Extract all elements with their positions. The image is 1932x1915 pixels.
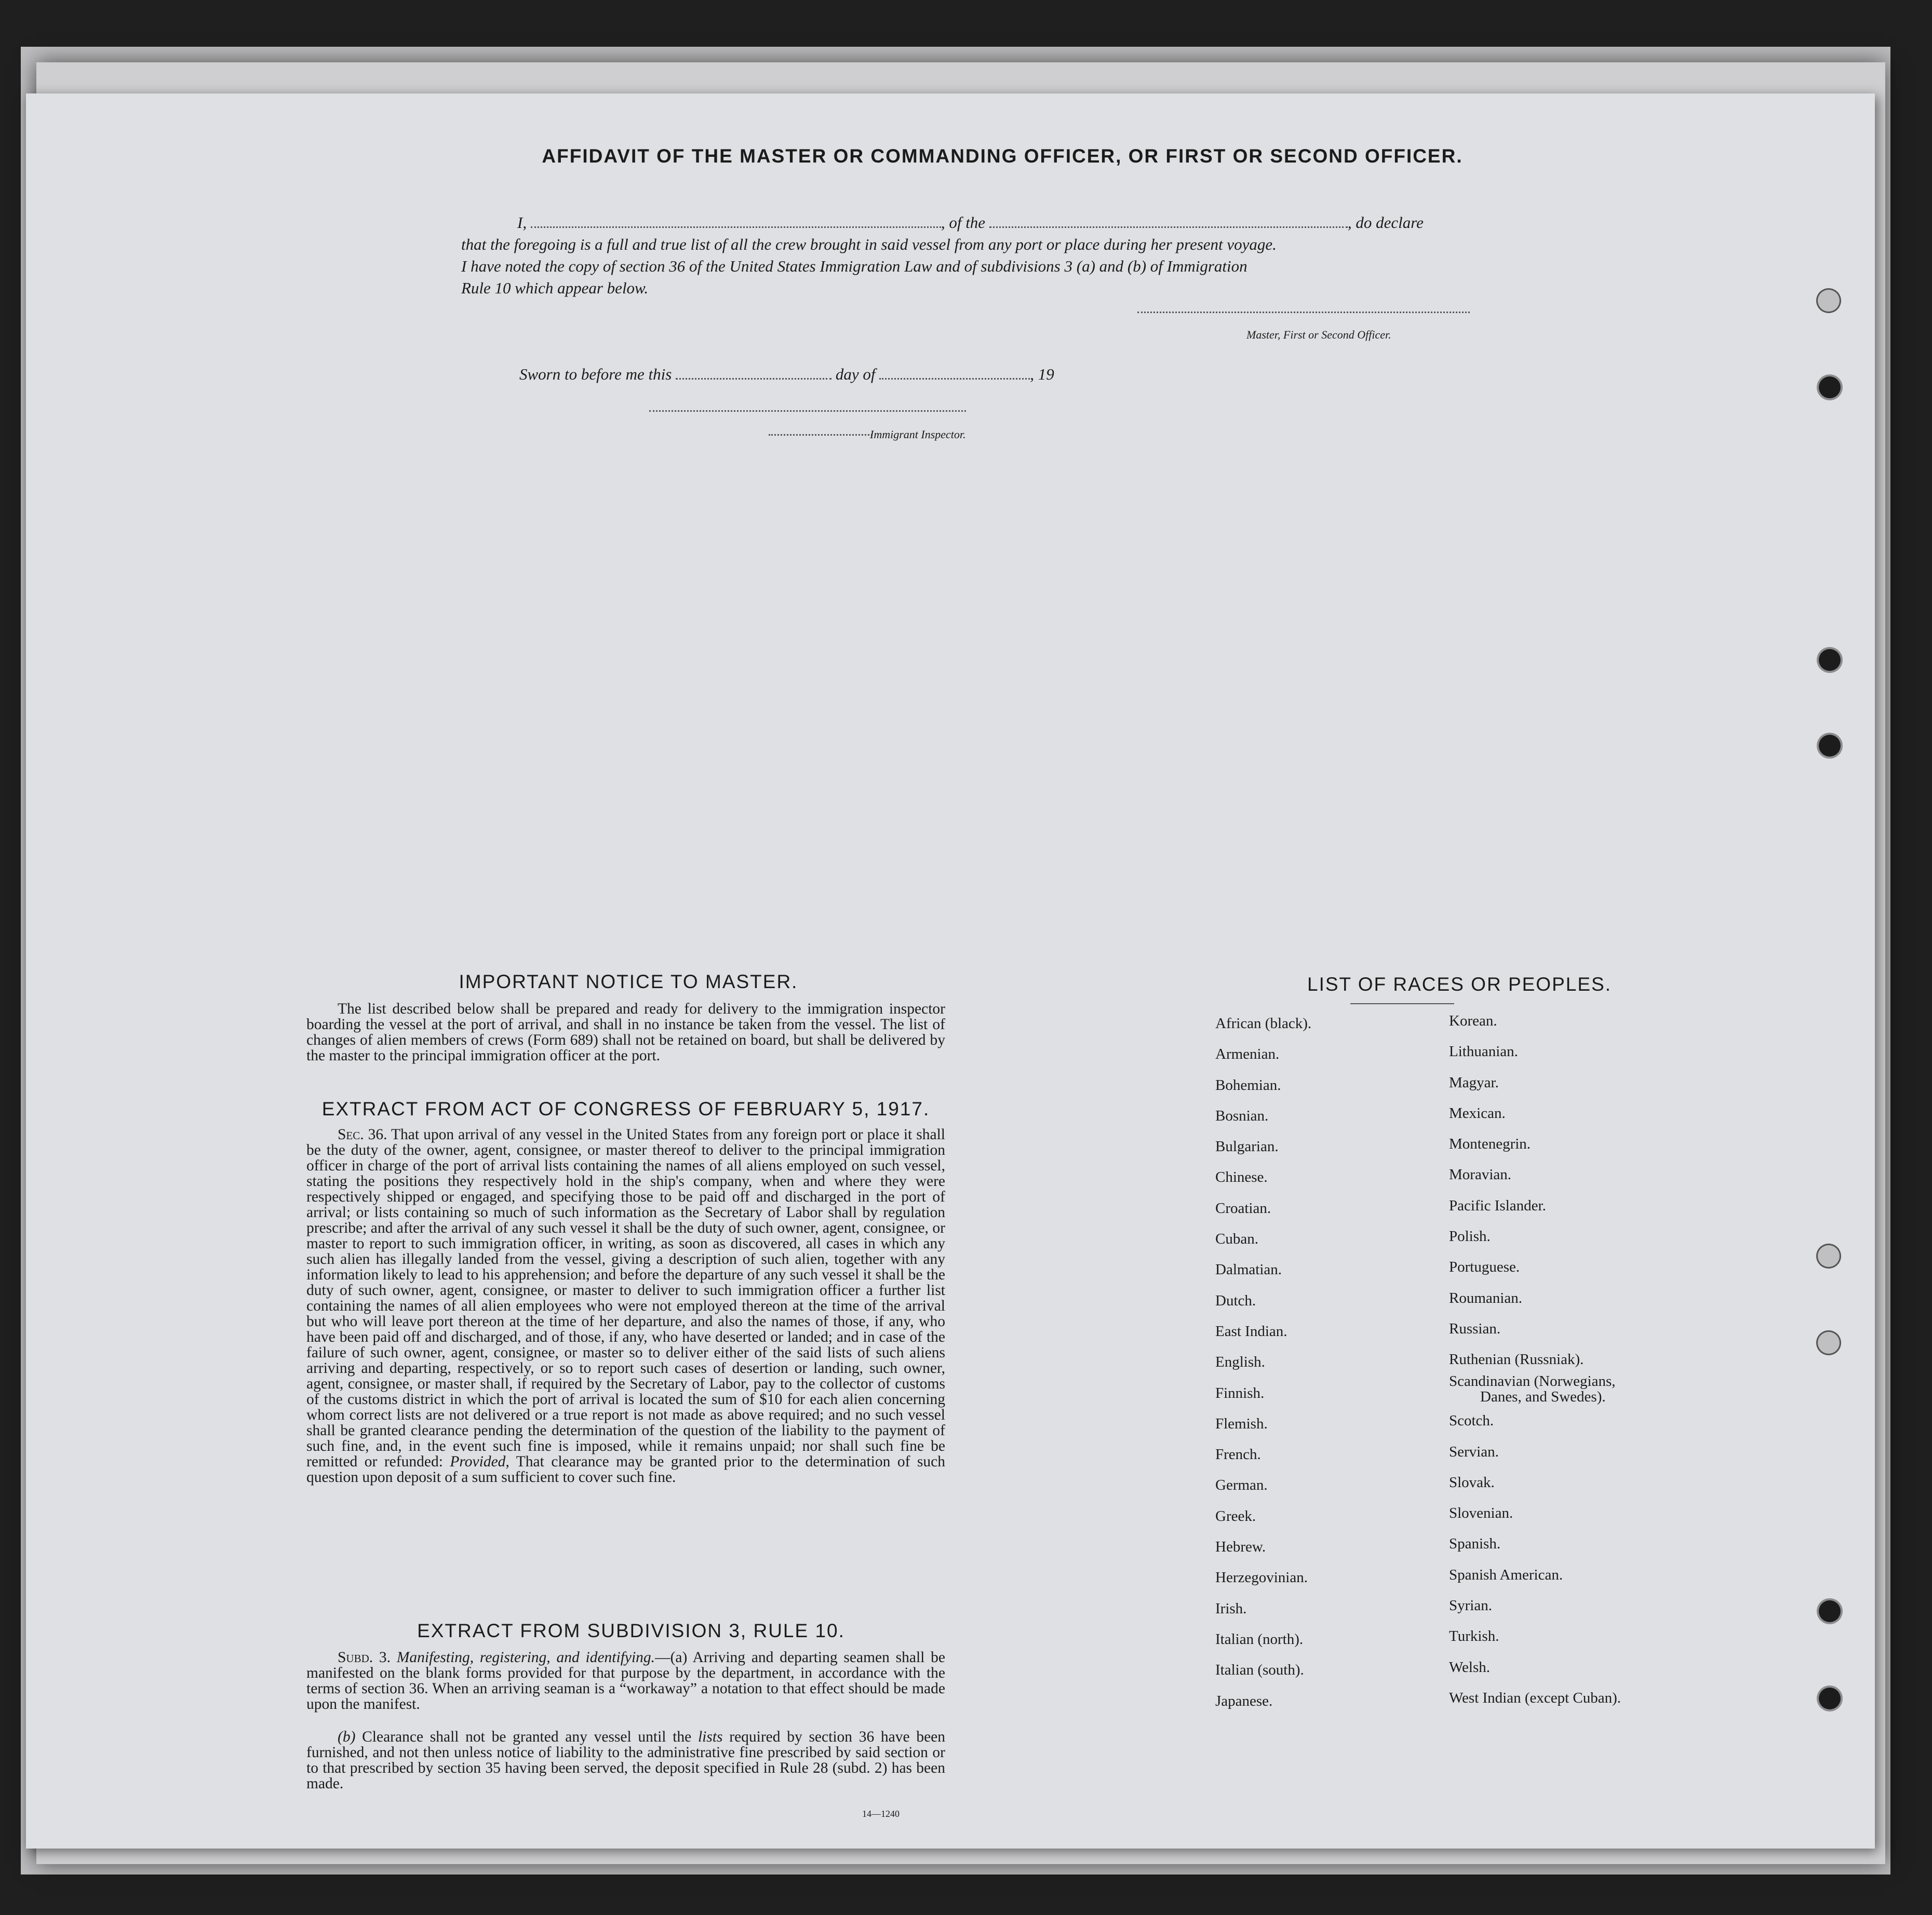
para-b-1: Clearance shall not be granted any vessel until the (362, 1729, 692, 1745)
punch-hole (1819, 735, 1841, 757)
race-item: Russian. (1449, 1320, 1501, 1337)
subd-heading: Manifesting, registering, and identifying. (396, 1649, 655, 1666)
race-item: Montenegrin. (1449, 1136, 1531, 1153)
notice-text: The list described below shall be prepared and ready for delivery to the immigration inspector boarding the vessel at the port of arrival, and shall in no instance be taken from the vessel. The list of changes of alien members of crews (Form 689) shall not be retained on board, but shall be delivered by the master to the principal immigration officer at the port. (306, 1001, 945, 1064)
sec-label: Sec. 36. (338, 1126, 387, 1143)
affidavit-declare: , do declare (1347, 213, 1424, 232)
race-item: African (black). (1215, 1015, 1312, 1032)
race-item: Cuban. (1215, 1231, 1258, 1248)
race-item: Japanese. (1215, 1692, 1273, 1709)
race-item: German. (1215, 1477, 1268, 1494)
master-signature-label: Master, First or Second Officer. (1246, 328, 1391, 341)
para-b-lists: lists (697, 1729, 723, 1745)
notice-title: IMPORTANT NOTICE TO MASTER. (459, 971, 798, 992)
race-item: Herzegovinian. (1215, 1569, 1308, 1586)
race-item: Servian. (1449, 1443, 1499, 1460)
races-right-column (1449, 1013, 1621, 1720)
race-item: East Indian. (1215, 1323, 1287, 1340)
race-item: Bosnian. (1215, 1107, 1269, 1124)
race-item: Italian (south). (1215, 1662, 1304, 1679)
punch-hole (1819, 376, 1841, 398)
vessel-field[interactable] (989, 226, 1348, 228)
subd-text-a: —(a) Arriving and departing seamen shall be manifested on the blank forms provided for that purpose by the department, in accordance with the terms of section 36. When an arriving seaman is a “workaway” a notation to that effect should be made upon the manifest. (306, 1649, 946, 1712)
race-item: Dutch. (1215, 1292, 1256, 1309)
para-b-label: (b) (338, 1729, 356, 1745)
race-item: Polish. (1449, 1228, 1491, 1245)
sworn-label: Sworn to before me this (519, 365, 672, 383)
race-item: Portuguese. (1449, 1259, 1520, 1276)
provided-word: Provided, (450, 1453, 509, 1470)
race-item: West Indian (except Cuban). (1449, 1689, 1621, 1706)
race-item: Korean. (1449, 1013, 1497, 1029)
affidavit-line-1 (517, 212, 1424, 234)
punch-hole (1818, 1245, 1840, 1267)
race-item: Slovak. (1449, 1474, 1495, 1491)
race-item: Spanish American. (1449, 1566, 1563, 1583)
race-item: Chinese. (1215, 1169, 1268, 1186)
affidavit-line-2: that the foregoing is a full and true list of all the crew brought in said vessel from any port or place during her present voyage. (461, 235, 1277, 253)
race-item: Lithuanian. (1449, 1043, 1518, 1060)
race-item: Welsh. (1449, 1658, 1491, 1676)
race-item: Turkish. (1449, 1628, 1499, 1645)
race-item: Dalmatian. (1215, 1261, 1282, 1278)
name-field[interactable] (531, 226, 941, 228)
race-item: Mexican. (1449, 1104, 1506, 1122)
sworn-line (519, 363, 1054, 385)
inspector-label: Immigrant Inspector. (870, 428, 966, 441)
race-item: Greek. (1215, 1507, 1256, 1525)
race-item: Spanish. (1449, 1535, 1501, 1553)
races-rule (1350, 1003, 1454, 1004)
race-item: Moravian. (1449, 1166, 1511, 1183)
inspector-signature-line-2 (769, 434, 873, 436)
race-item: Croatian. (1215, 1199, 1271, 1217)
race-item: Syrian. (1449, 1597, 1492, 1614)
race-item: Pacific Islander. (1449, 1197, 1546, 1214)
punch-hole (1818, 1332, 1840, 1354)
document-page (26, 93, 1875, 1849)
act-text (306, 1127, 945, 1485)
master-signature-line[interactable] (1137, 312, 1470, 313)
inspector-signature-line[interactable] (649, 410, 966, 412)
punch-hole (1819, 649, 1841, 671)
subdivision-title: EXTRACT FROM SUBDIVISION 3, RULE 10. (417, 1620, 845, 1641)
race-item: Bohemian. (1215, 1076, 1281, 1094)
race-item: French. (1215, 1446, 1261, 1463)
act-body: That upon arrival of any vessel in the United States from any foreign port or place it shall be the duty of the owner, agent, consignee, or master thereof to deliver to the principal immigration officer in charge of the port of arrival lists containing the names of all aliens employed on such vessel, stating the positions they respectively hold in the ship's company, when and where they were respectively shipped or engaged, and specifying those to be paid off and discharged in the port of arrival; or lists containing so much of such information as the Secretary of Labor shall by regulation prescribe; and after the arrival of any such vessel it shall be the duty of such owner, agent, consignee, or master to report to such immigration officer, in writing, as soon as discovered, all cases in which any such alien has illegally landed from the vessel, giving a description of such alien, together with any information likely to lead to his apprehension; and before the departure of any such vessel it shall be the duty of such owner, agent, consignee, or master to deliver to such immigration officer a further list containing the names of all alien employees who were not employed thereon at the time of the arrival but who will leave port thereon at the time of her departure, and also the names of those, if any, who have been paid off and discharged, and of those, if any, who have deserted or landed; and in case of the failure of such owner, agent, consignee, or master so to deliver either of the said lists of such aliens arriving and departing, respectively, or so to report such cases of desertion or landing, such owner, agent, consignee, or master shall, if required by the Secretary of Labor, pay to the collector of customs of the customs district in which the port of arrival is located the sum of $10 for each alien concerning whom correct lists are not delivered or a true report is not made as above required; and no such vessel shall be granted clearance pending the determination of the question of the liability to the payment of such fine, and, in the event such fine is imposed, while it remains unpaid; nor shall such fine be remitted or refunded: (306, 1126, 945, 1470)
form-code: 14—1240 (862, 1809, 900, 1819)
race-item: Danes, and Swedes). (1480, 1388, 1606, 1406)
subdivision-para-a (306, 1650, 945, 1712)
race-item: Roumanian. (1449, 1289, 1522, 1306)
race-item: Bulgarian. (1215, 1138, 1279, 1155)
race-item: Armenian. (1215, 1046, 1280, 1063)
day-of-label: day of (835, 365, 876, 383)
race-item: Irish. (1215, 1600, 1247, 1617)
affidavit-line-3: I have noted the copy of section 36 of the United States Immigration Law and of subdivisions 3 (a) and (b) of Immigration (461, 257, 1247, 275)
punch-hole (1819, 1600, 1841, 1622)
race-item: Ruthenian (Russniak). (1449, 1351, 1584, 1368)
race-item: English. (1215, 1354, 1265, 1371)
race-item: Scandinavian (Norwegians, (1449, 1373, 1616, 1390)
subdivision-para-b (306, 1729, 945, 1791)
races-title: LIST OF RACES OR PEOPLES. (1307, 974, 1612, 995)
race-item: Magyar. (1449, 1074, 1499, 1091)
affidavit-title: AFFIDAVIT OF THE MASTER OR COMMANDING OFFICER, OR FIRST OR SECOND OFFICER. (542, 145, 1463, 167)
affidavit-of-the: , of the (941, 213, 986, 232)
race-item: Slovenian. (1449, 1505, 1513, 1522)
race-item: Italian (north). (1215, 1630, 1304, 1648)
sworn-day-field[interactable] (676, 378, 831, 380)
punch-hole (1818, 290, 1840, 312)
para-b-2: required by section 36 have been furnished, and not then unless notice of liability to the administrative fine prescribed by said section or to that prescribed by section 35 having been served, the deposit specified in Rule 28 (subd. 2) has been made. (306, 1729, 946, 1792)
affidavit-i: I, (517, 213, 527, 232)
sworn-month-field[interactable] (879, 378, 1030, 380)
race-item: Hebrew. (1215, 1539, 1266, 1556)
subd-label: Subd. 3. (338, 1649, 391, 1666)
race-item: Flemish. (1215, 1415, 1268, 1432)
affidavit-line-4: Rule 10 which appear below. (461, 279, 649, 297)
punch-hole (1819, 1688, 1841, 1709)
year-label: , 19 (1030, 365, 1054, 383)
race-item: Finnish. (1215, 1384, 1265, 1401)
act-title: EXTRACT FROM ACT OF CONGRESS OF FEBRUARY 5, 1917. (321, 1098, 930, 1120)
act-body-end: That clearance may be granted prior to the determination of such question upon deposit of a sum sufficient to cover such fine. (306, 1453, 946, 1486)
race-item: Scotch. (1449, 1412, 1494, 1429)
races-left-column (1215, 1015, 1311, 1723)
